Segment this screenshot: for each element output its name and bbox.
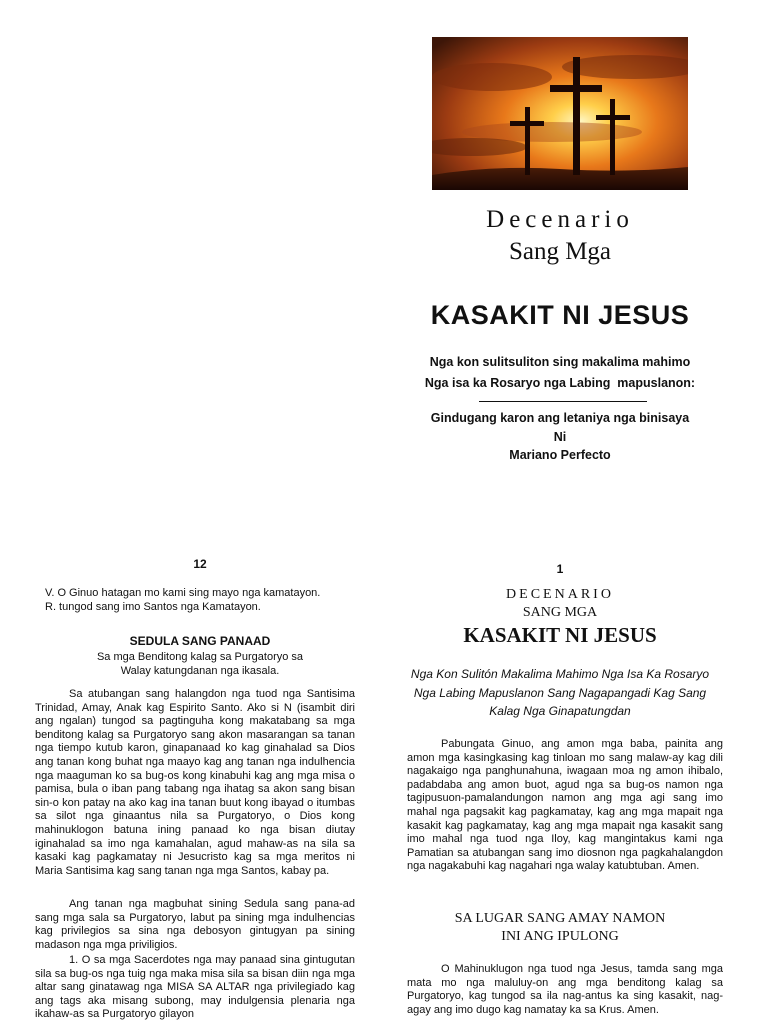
left-paragraph-1: Sa atubangan sang halangdon nga tuod nga Santisima Trinidad, Amay, Anak kag Espirito Santo. Ako si N (isambit diri ang ngalan) tungod sa pagtinguha kong makatabang sa mga benditong kalag sa Purgatoryo sang akon masarangan sa tanan nga tiempo kutub karon, ginapanaad ko kag ginahalad sa Dios ang tanan kong buhat nga maayo kag ang tanan nga indulhencia nga maaguman ko sa bug-os kong kinabuhi kag ang mga misa o pamisa, bula o iban pang tabang nga ihatag sa akon sang bisan sin-o kon patay na ako kag ina tanan buut kong ibayad o itumbas sa silot nga ginaantus nila sa Purgatoryo, o Dios kong mahinuklogon batuna ining panaad ko nga bisan diutay iginahalad sa imo nga kamahalan, agud mahaw-as na sila sa kasaki kag pagkamatay ni Jesucristo kag sa mga meritos ni Maria Santisima kag sang tanan nga mga Santos, kabay pa. xyxy=(35,688,355,877)
right-page-number: 1 xyxy=(556,562,564,576)
cover-added-line2: Ni xyxy=(553,430,567,444)
right-section-title-line2: INI ANG IPULONG xyxy=(501,929,619,944)
left-section-sub2: Walay katungdanan nga ikasala. xyxy=(120,665,280,677)
right-main-title: KASAKIT NI JESUS xyxy=(463,623,657,647)
right-paragraph-1: Pabungata Ginuo, ang amon mga baba, painita ang amon mga kasingkasing kag tinloan mo sang malaw-ay kag dili nagakaigo nga panghunahuna, iwagaan moa ng amon ihibalo, padabdaba ang amon buot, agud nga sa bug-os namon nga tagipusuon-pamalandungon namon ang mga agi sang imo mahal nga pagsakit kag pagkamatay, kag ang mga mapait nga kasakit kag pagkamatay, kag ang mga mapait nga kasakit sang imo mahal nga tuod nga Iloy, kag mangintakus kami nga Pamatian sa atubangan sang imo diosnon nga pagkahalangdon nga nagakabuhi kag nagahari nga walay katubtuban. Amen. xyxy=(407,738,723,873)
left-section-title: SEDULA SANG PANAAD xyxy=(129,634,271,648)
right-title-line1: DECENARIO xyxy=(506,587,614,602)
cover-title-line1: Decenario xyxy=(486,206,634,233)
cover-subtitle-line1: Nga kon sulitsuliton sing makalima mahimo xyxy=(429,355,691,369)
cover-subtitle-line2: Nga isa ka Rosaryo nga Labing mapuslanon: xyxy=(424,376,696,390)
cover-author: Mariano Perfecto xyxy=(509,448,611,462)
crosses-sunset-image xyxy=(432,37,688,190)
right-section-title-line1: SA LUGAR SANG AMAY NAMON xyxy=(454,911,666,926)
left-paragraph-2: Ang tanan nga magbuhat sining Sedula sang pana-ad sang mga sala sa Purgatoryo, labut pa sining mga indulhencias kag privilegios sa sina nga debosyon gintugyan pa sining madason nga mga priviligios. xyxy=(35,898,355,951)
left-page-number: 12 xyxy=(193,557,207,571)
right-paragraph-2: O Mahinuklugon nga tuod nga Jesus, tamda sang mga mata mo nga maluluy-on ang mga benditong kalag sa Purgatoryo, kag tungod sa ila nag-antus ka sing kasakit, nag-agay ang imo dugo kag namatay ka sa Krus. Amen. xyxy=(407,963,723,1016)
verse-r: R. tungod sang imo Santos nga Kamatayon. xyxy=(45,601,261,613)
right-italic-intro: Nga Kon Sulitón Makalima Mahimo Nga Isa Ka Rosaryo Nga Labing Mapuslanon Sang Nagapangadi Kag Sang Kalag Nga Ginapatungdan xyxy=(410,667,710,718)
cover-added-line1: Gindugang karon ang letaniya nga binisaya xyxy=(430,411,690,425)
right-title-line2: SANG MGA xyxy=(522,605,598,620)
cover-title-line2: Sang Mga xyxy=(508,238,612,265)
cover-divider xyxy=(479,401,647,402)
cover-main-title: KASAKIT NI JESUS xyxy=(430,300,690,330)
left-paragraph-3: 1. O sa mga Sacerdotes nga may panaad sina gintugutan sila sa bug-os nga tuig nga maka misa sila sa bisan diin nga mga altar sang ginatawag nga MISA SA ALTAR nga privilegiado kag ang tags aka misang subong, may indulgensia plenaria nga ikahaw-as sa Purgatoryo gilayon xyxy=(35,954,355,1021)
verse-v: V. O Ginuo hatagan mo kami sing mayo nga kamatayon. xyxy=(45,587,321,599)
left-section-sub1: Sa mga Benditong kalag sa Purgatoryo sa xyxy=(96,651,304,663)
